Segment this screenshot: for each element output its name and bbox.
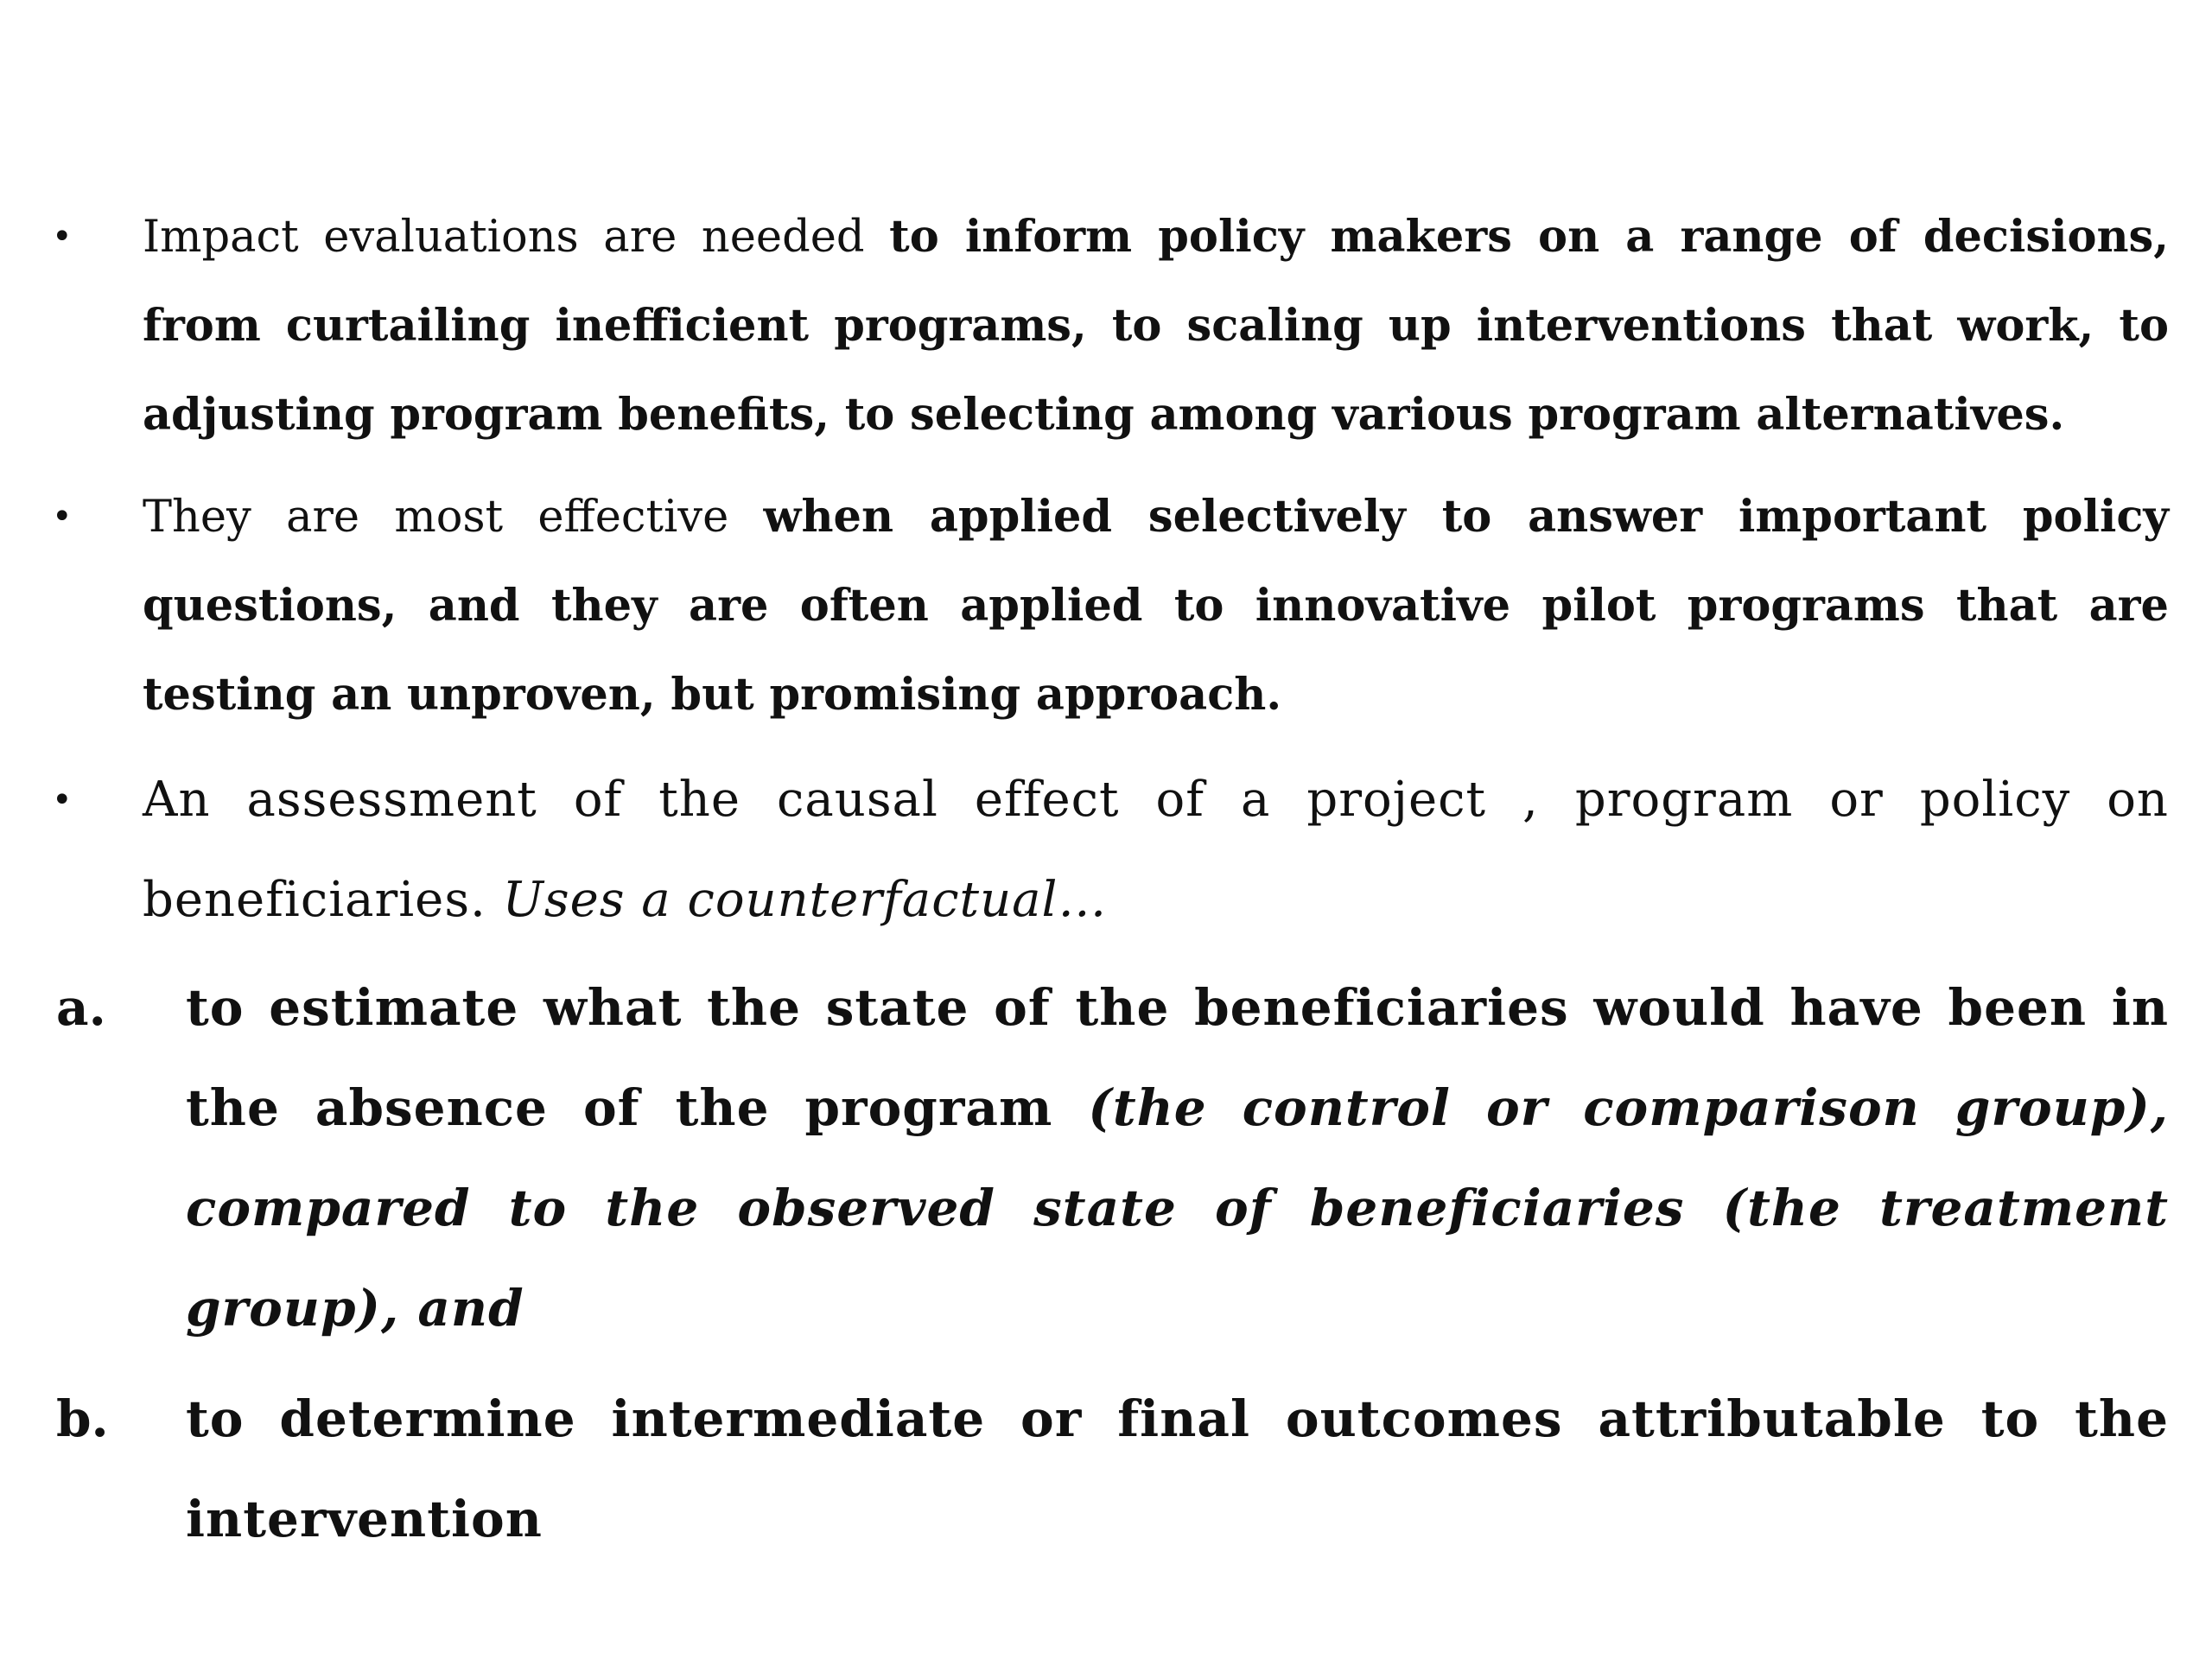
bullet-emphasis-text: to inform policy makers on a range of decisions, from curtailing inefficient programs, to scaling up interventions that work, to adjusting program benefits, to selecting among various program alternatives. <box>143 211 2170 441</box>
bullet-icon: • <box>52 497 73 537</box>
sub-item-marker: b. <box>56 1389 109 1448</box>
bullet-italic-text: Uses a counterfactual… <box>502 872 1108 928</box>
bullet-text-3 <box>143 750 2169 950</box>
bullet-lead-text: They are most effective <box>143 492 764 543</box>
bullet-text-2 <box>143 473 2169 740</box>
sub-item-main-text: to determine intermediate or final outcomes attributable to the intervention <box>186 1389 2169 1548</box>
sub-item-text-b <box>186 1369 2169 1569</box>
bullet-lead-text: An assessment of the causal effect of a project , program or policy on beneficiaries. <box>143 772 2169 928</box>
bullet-icon: • <box>52 780 73 820</box>
sub-item-text-a <box>186 957 2169 1358</box>
bullet-lead-text: Impact evaluations are needed <box>143 212 890 263</box>
bullet-text-1 <box>143 193 2169 460</box>
sub-item-main-text: to estimate what the state of the beneficiaries would have been in the absence of the program <box>186 978 2169 1137</box>
bullet-icon: • <box>52 217 73 257</box>
sub-item-italic-text: (the control or comparison group), compared to the observed state of beneficiaries (the treatment group), and <box>186 1078 2169 1338</box>
bullet-emphasis-text: when applied selectively to answer important policy questions, and they are often applied to innovative pilot programs that are testing an unproven, but promising approach. <box>143 491 2170 721</box>
sub-item-marker: a. <box>56 978 106 1037</box>
